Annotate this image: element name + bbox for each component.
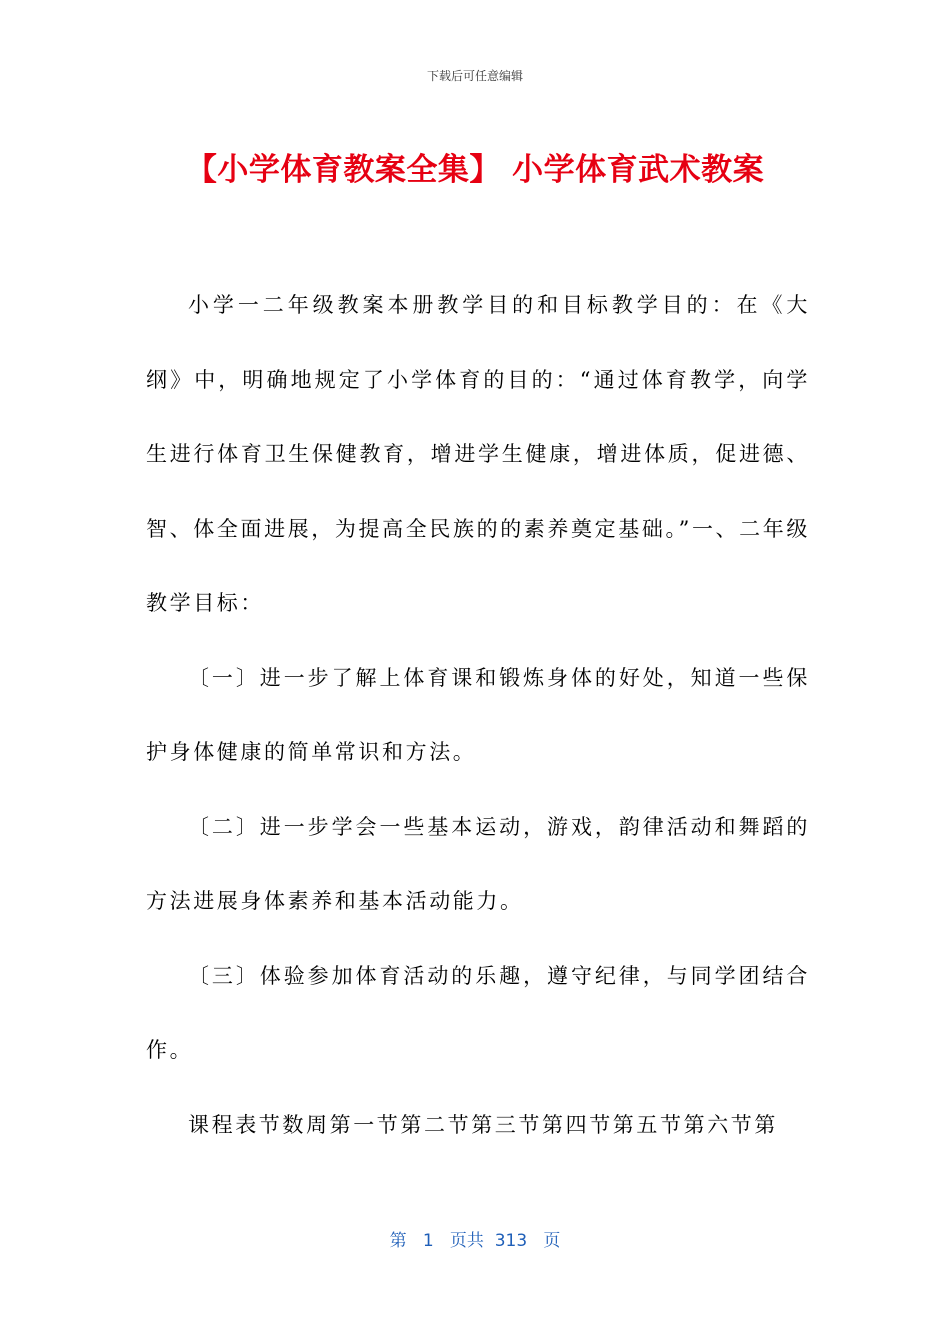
page-footer xyxy=(0,1226,950,1251)
paragraph: 〔三〕体验参加体育活动的乐趣，遵守纪律，与同学团结合作。 xyxy=(146,963,810,1062)
page-number: 1 xyxy=(422,1231,434,1251)
document-body xyxy=(146,268,810,1162)
document-title: 【小学体育教案全集】 小学体育武术教案 xyxy=(185,152,765,188)
header-note: 下载后可任意编辑 xyxy=(426,69,523,83)
paragraph: 〔一〕进一步了解上体育课和锻炼身体的好处，知道一些保护身体健康的简单常识和方法。 xyxy=(146,665,810,764)
paragraph: 小学一二年级教案本册教学目的和目标教学目的：在《大纲》中，明确地规定了小学体育的目的：“通过体育教学，向学生进行体育卫生保健教育，增进学生健康，增进体质，促进德、智、体全面进展，为提高全民族的的素养奠定基础。”一、二年级教学目标： xyxy=(146,293,810,615)
paragraph: 〔二〕进一步学会一些基本运动，游戏，韵律活动和舞蹈的方法进展身体素养和基本活动能力。 xyxy=(146,814,810,913)
page-label-prefix: 第 xyxy=(389,1231,407,1251)
page-label-mid: 页共 xyxy=(449,1231,484,1251)
paragraph: 课程表节数周第一节第二节第三节第四节第五节第六节第 xyxy=(188,1112,778,1137)
total-pages: 313 xyxy=(494,1231,528,1251)
page-label-suffix: 页 xyxy=(543,1231,561,1251)
